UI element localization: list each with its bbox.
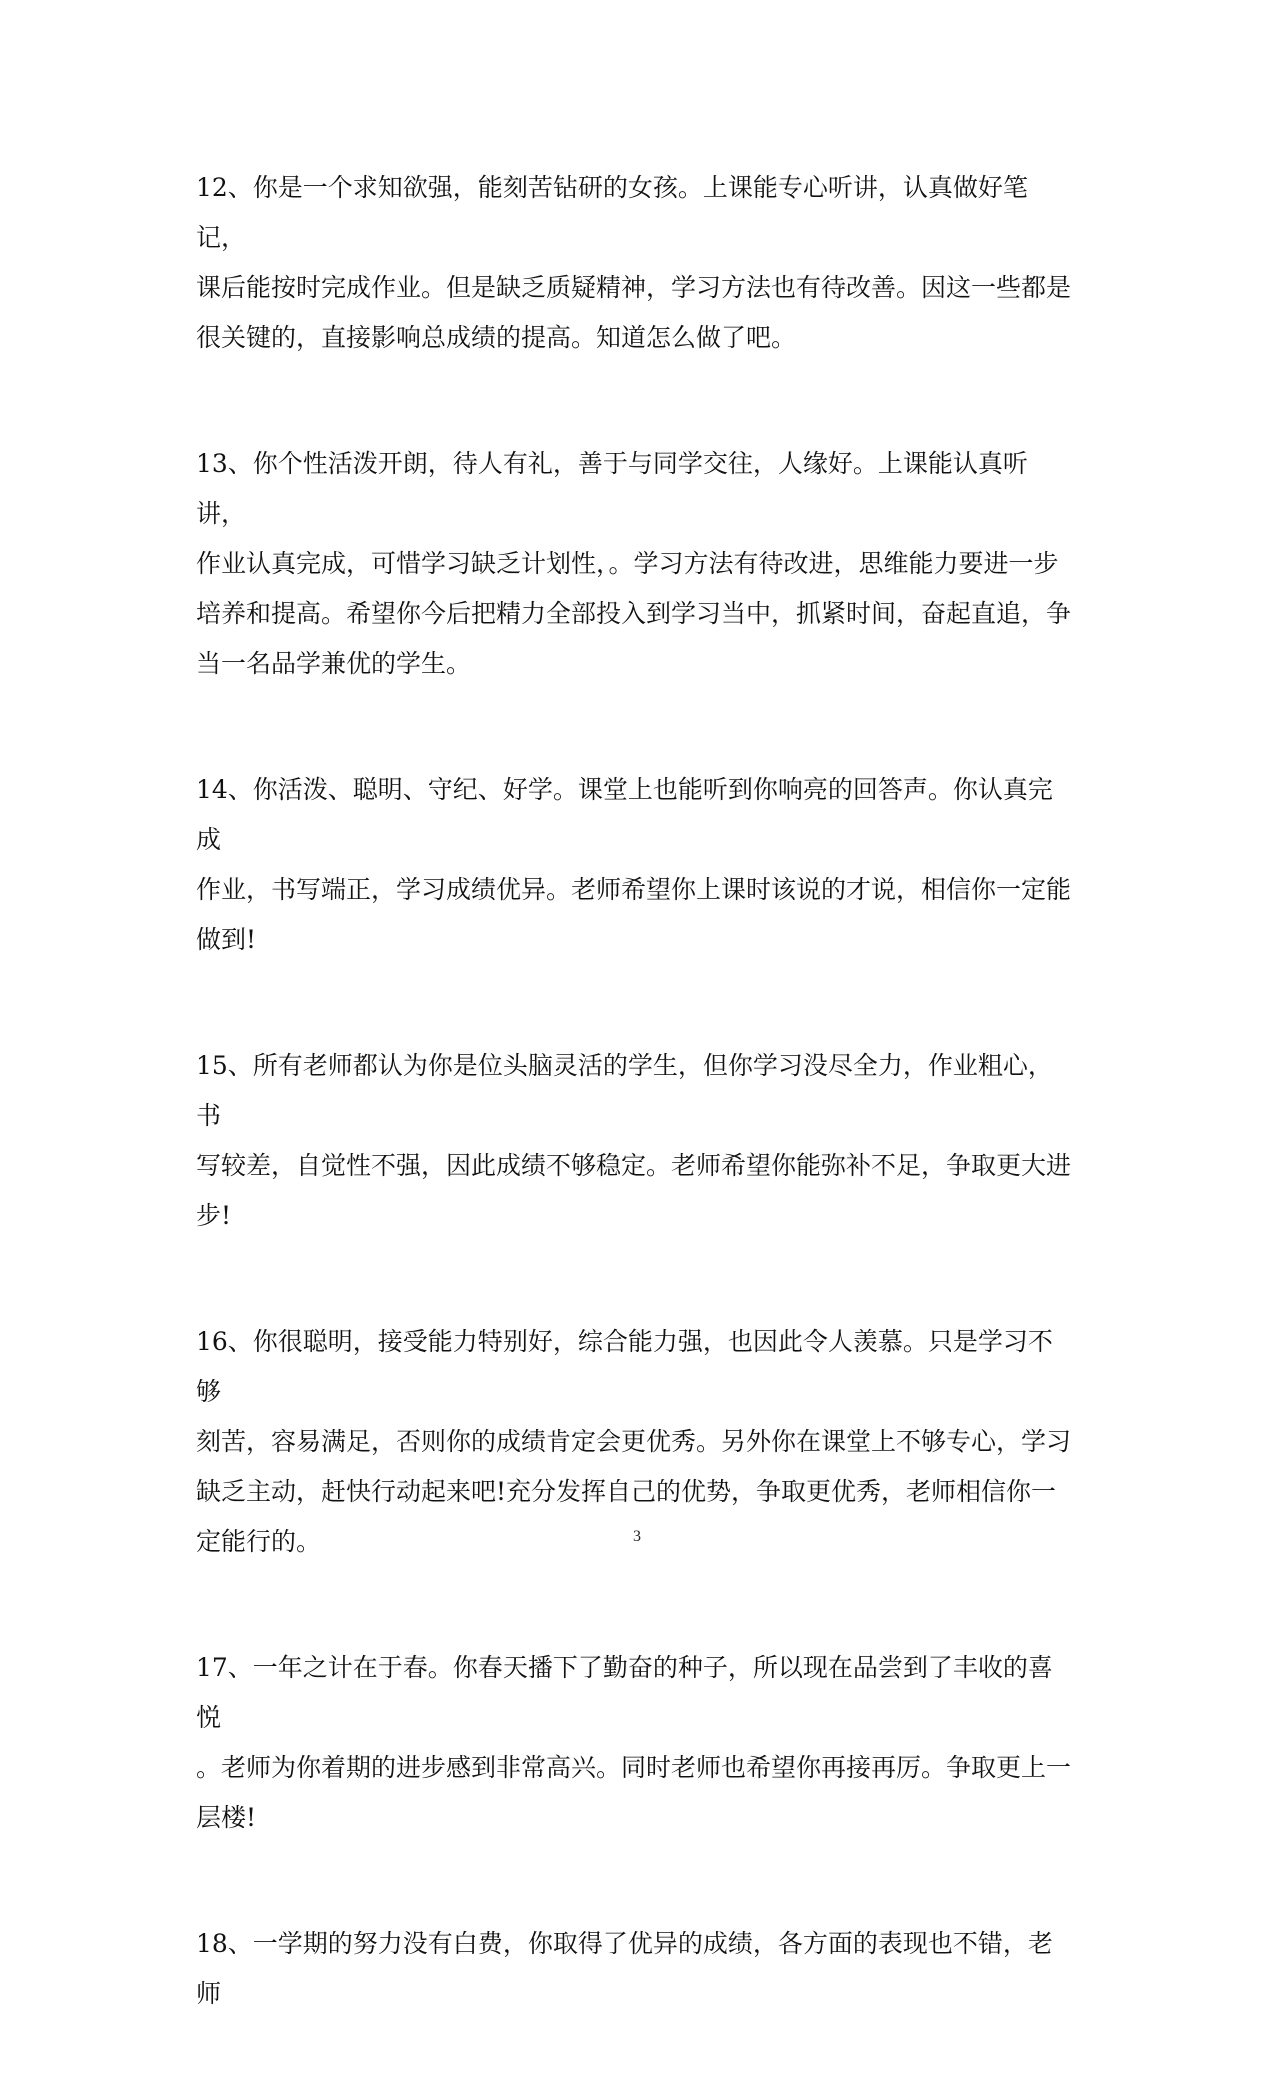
comment-paragraph-18: 18、一学期的努力没有白费，你取得了优异的成绩，各方面的表现也不错，老师: [196, 1929, 1053, 2008]
comment-paragraph-12: 12、你是一个求知欲强，能刻苦钻研的女孩。上课能专心听讲，认真做好笔记， 课后能按时完成作业。但是缺乏质疑精神，学习方法也有待改善。因这一些都是 很关键的，直接影响总成绩的提高。知道怎么做了吧。: [196, 173, 1072, 352]
comment-paragraph-13: 13、你个性活泼开朗，待人有礼，善于与同学交往，人缘好。上课能认真听讲， 作业认真完成，可惜学习缺乏计划性，。学习方法有待改进，思维能力要进一步 培养和提高。希望你今后把精力全部投入到学习当中，抓紧时间，奋起直追，争 当一名品学兼优的学生。: [196, 449, 1072, 678]
page-number: 3: [633, 1528, 641, 1545]
document-body: [196, 163, 1076, 2095]
comment-paragraph-14: 14、你活泼、聪明、守纪、好学。课堂上也能听到你响亮的回答声。你认真完成 作业，书写端正，学习成绩优异。老师希望你上课时该说的才说，相信你一定能 做到!: [196, 775, 1072, 954]
comment-paragraph-17: 17、一年之计在于春。你春天播下了勤奋的种子，所以现在品尝到了丰收的喜悦 。老师为你着期的进步感到非常高兴。同时老师也希望你再接再厉。争取更上一 层楼!: [196, 1653, 1072, 1832]
comment-paragraph-16: 16、你很聪明，接受能力特别好，综合能力强，也因此令人羡慕。只是学习不够 刻苦，容易满足，否则你的成绩肯定会更优秀。另外你在课堂上不够专心，学习 缺乏主动，赶快行动起来吧!充分发挥自己的优势，争取更优秀，老师相信你一 定能行的。: [196, 1327, 1072, 1556]
comment-paragraph-15: 15、所有老师都认为你是位头脑灵活的学生，但你学习没尽全力，作业粗心，书 写较差，自觉性不强，因此成绩不够稳定。老师希望你能弥补不足，争取更大进 步!: [196, 1051, 1072, 1230]
